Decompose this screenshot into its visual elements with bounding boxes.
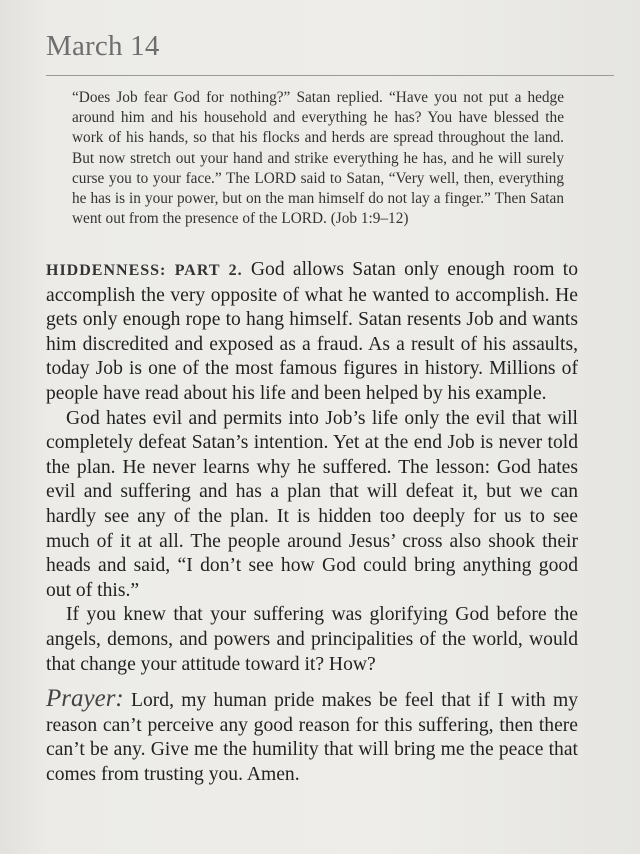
scripture-passage: “Does Job fear God for nothing?” Satan replied. “Have you not put a hedge around him and his household and everything he has? You have blessed the work of his hands, so that his flocks and herds are spread throughout the land. But now stretch out your hand and strike everything he has, and he will surely curse you to your face.” The LORD said to Satan, “Very well, then, everything he has is in your power, but on the man himself do not lay a finger.” Then Satan went out from the presence of the LORD. (Job 1:9–12)	[72, 89, 564, 228]
paragraph-3: If you knew that your suffering was glorifying God before the angels, demons, and powers and principalities of the world, would that change your attitude toward it? How?	[46, 604, 578, 675]
prayer-text: Lord, my human pride makes be feel that if I with my reason can’t perceive any good reason for this suffering, then there can’t be any. Give me the humility that will bring me the peace that comes from trusting you. Amen.	[46, 690, 578, 785]
paragraph-1	[46, 258, 578, 407]
paragraph-1-text: God allows Satan only enough room to accomplish the very opposite of what he wanted to accomplish. He gets only enough rope to hang himself. Satan resents Job and wants him discredited and exposed as a fraud. As a result of his assaults, today Job is one of the most famous figures in history. Millions of people have read about his life and been helped by his example.	[46, 259, 578, 404]
section-heading: HIDDENNESS: PART 2.	[46, 262, 243, 279]
page-date-heading: March 14	[46, 30, 160, 62]
prayer-label: Prayer:	[46, 685, 124, 713]
prayer-paragraph	[46, 687, 578, 787]
paragraph-2: God hates evil and permits into Job’s life only the evil that will completely defeat Satan’s intention. Yet at the end Job is never told the plan. He never learns why he suffered. The lesson: God hates evil and suffering and has a plan that will defeat it, but we can hardly see any of the plan. It is hidden too deeply for us to see much of it at all. The people around Jesus’ cross also shook their heads and said, “I don’t see how God could bring anything good out of this.”	[46, 407, 578, 601]
heading-divider	[46, 75, 614, 76]
devotional-body	[46, 258, 578, 787]
